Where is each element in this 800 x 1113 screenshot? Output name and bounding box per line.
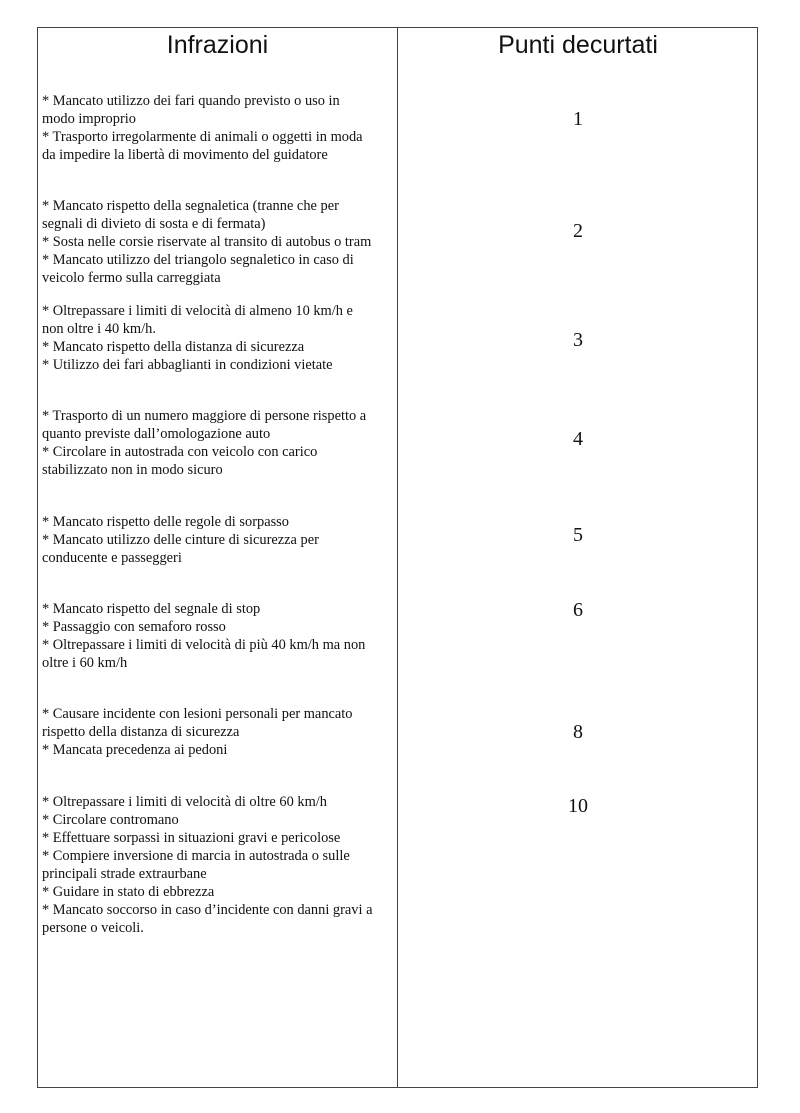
column-divider: [397, 27, 398, 1088]
infraction-cell: [42, 600, 394, 672]
infraction-line: * Circolare contromano: [42, 812, 179, 828]
points-cell: 5: [573, 524, 583, 546]
infraction-cell: [42, 92, 394, 164]
infraction-line: rispetto della distanza di sicurezza: [42, 724, 240, 740]
points-cell: 8: [573, 721, 583, 743]
infraction-line: * Passaggio con semaforo rosso: [42, 619, 226, 635]
infraction-line: persone o veicoli.: [42, 920, 144, 936]
infraction-line: * Mancato utilizzo delle cinture di sicurezza per: [42, 532, 319, 548]
points-cell: 2: [573, 220, 583, 242]
infraction-line: * Oltrepassare i limiti di velocità di almeno 10 km/h e: [42, 303, 353, 319]
infraction-line: principali strade extraurbane: [42, 866, 207, 882]
infraction-line: * Mancato soccorso in caso d’incidente con danni gravi a: [42, 902, 373, 918]
infraction-cell: [42, 705, 394, 759]
infraction-cell: [42, 513, 394, 567]
infraction-line: * Causare incidente con lesioni personali per mancato: [42, 706, 353, 722]
infraction-line: * Oltrepassare i limiti di velocità di più 40 km/h ma non: [42, 637, 366, 653]
infraction-line: * Mancato rispetto delle regole di sorpasso: [42, 514, 289, 530]
infraction-line: stabilizzato non in modo sicuro: [42, 462, 223, 478]
infraction-line: da impedire la libertà di movimento del guidatore: [42, 147, 328, 163]
infraction-line: * Sosta nelle corsie riservate al transito di autobus o tram: [42, 234, 372, 250]
points-cell: 1: [573, 108, 583, 130]
infraction-cell: [42, 302, 394, 374]
header-infractions: Infrazioni: [166, 31, 269, 59]
infraction-line: * Effettuare sorpassi in situazioni gravi e pericolose: [42, 830, 341, 846]
points-cell: 10: [568, 795, 588, 817]
points-cell: 6: [573, 599, 583, 621]
infraction-line: quanto previste dall’omologazione auto: [42, 426, 271, 442]
infraction-line: * Mancata precedenza ai pedoni: [42, 742, 228, 758]
infraction-line: veicolo fermo sulla carreggiata: [42, 270, 221, 286]
infraction-line: * Mancato utilizzo dei fari quando previsto o uso in: [42, 93, 340, 109]
infraction-line: * Circolare in autostrada con veicolo con carico: [42, 444, 318, 460]
infraction-line: * Utilizzo dei fari abbaglianti in condizioni vietate: [42, 357, 333, 373]
points-cell: 4: [573, 428, 583, 450]
infraction-line: modo improprio: [42, 111, 136, 127]
infraction-cell: [42, 407, 394, 479]
infraction-line: * Mancato rispetto del segnale di stop: [42, 601, 261, 617]
infraction-line: * Oltrepassare i limiti di velocità di oltre 60 km/h: [42, 794, 327, 810]
infraction-line: * Trasporto di un numero maggiore di persone rispetto a: [42, 408, 367, 424]
infraction-line: * Guidare in stato di ebbrezza: [42, 884, 215, 900]
infraction-cell: [42, 197, 394, 287]
infraction-line: * Compiere inversione di marcia in autostrada o sulle: [42, 848, 350, 864]
infraction-line: segnali di divieto di sosta e di fermata): [42, 216, 266, 232]
header-points: Punti decurtati: [498, 31, 658, 59]
infraction-cell: [42, 793, 394, 937]
infraction-line: * Mancato utilizzo del triangolo segnaletico in caso di: [42, 252, 354, 268]
infraction-line: * Mancato rispetto della segnaletica (tranne che per: [42, 198, 339, 214]
infraction-line: conducente e passeggeri: [42, 550, 182, 566]
infraction-line: * Mancato rispetto della distanza di sicurezza: [42, 339, 305, 355]
infraction-line: non oltre i 40 km/h.: [42, 321, 156, 337]
infraction-line: oltre i 60 km/h: [42, 655, 128, 671]
infraction-line: * Trasporto irregolarmente di animali o oggetti in moda: [42, 129, 363, 145]
points-cell: 3: [573, 329, 583, 351]
